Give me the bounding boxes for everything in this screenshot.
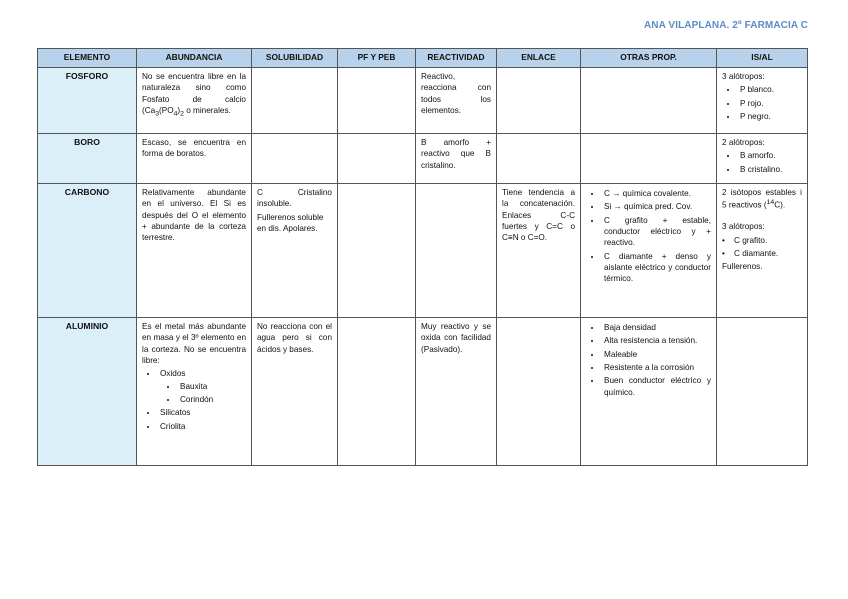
is-al-cell: [717, 184, 808, 318]
bond-cell: [497, 68, 581, 134]
element-name: CARBONO: [38, 184, 137, 318]
solubility-cell: [252, 68, 338, 134]
abundance-cell: Escaso, se encuentra en forma de boratos.: [137, 134, 252, 184]
abundance-cell: [137, 318, 252, 466]
pf-peb-cell: [338, 184, 416, 318]
allotropes-list: [722, 150, 802, 175]
is-al-cell: [717, 68, 808, 134]
is-al-cell: [717, 318, 808, 466]
solubility-cell: No reacciona con el agua pero si con ácidos y bases.: [252, 318, 338, 466]
bond-cell: [497, 318, 581, 466]
bond-cell: Tiene tendencia a la concatenación. Enlaces C-C fuertes y C=C o C≡N o C=O.: [497, 184, 581, 318]
list-item: • B cristalino.: [738, 164, 802, 175]
solubility-line: Fullerenos soluble en dis. Apolares.: [257, 212, 324, 233]
other-props-cell: [581, 68, 717, 134]
element-name: ALUMINIO: [38, 318, 137, 466]
allotropes-intro: 2 alótropos:: [722, 138, 765, 147]
element-name: FOSFORO: [38, 68, 137, 134]
list-item: • C diamante.: [722, 248, 802, 259]
col-header-elemento: ELEMENTO: [38, 49, 137, 68]
solubility-line: C Cristalino insoluble.: [257, 188, 332, 209]
reactivity-cell: Muy reactivo y se oxida con facilidad (Pasivado).: [416, 318, 497, 466]
col-header-reactividad: REACTIVIDAD: [416, 49, 497, 68]
pf-peb-cell: [338, 134, 416, 184]
list-item: • C diamante + denso y aislante eléctrico y conductor térmico.: [602, 251, 711, 285]
reactivity-cell: [416, 184, 497, 318]
oxides-sublist: [160, 381, 246, 406]
table-row-boro: [38, 134, 808, 184]
bond-cell: [497, 134, 581, 184]
col-header-solubilidad: SOLUBILIDAD: [252, 49, 338, 68]
list-item: • C → química covalente.: [602, 188, 711, 199]
list-item: • P blanco.: [738, 84, 802, 95]
properties-table: [37, 48, 808, 466]
allotropes-intro: 3 alótropos:: [722, 222, 765, 232]
col-header-pf-peb: PF Y PEB: [338, 49, 416, 68]
list-item: • B amorfo.: [738, 150, 802, 161]
other-props-cell: [581, 318, 717, 466]
header-row: [38, 49, 808, 68]
list-item: • Baja densidad: [602, 322, 711, 333]
col-header-abundancia: ABUNDANCIA: [137, 49, 252, 68]
list-item: • Resistente a la corrosión: [602, 362, 711, 373]
list-item: • C grafito.: [722, 235, 802, 246]
abundance-cell: No se encuentra libre en la naturaleza sino como Fosfato de calcio ($Ca_3(PO_4)_2$ o minerales.: [137, 68, 252, 134]
fullerenes-text: Fullerenos.: [722, 262, 763, 272]
pf-peb-cell: [338, 68, 416, 134]
other-props-cell: [581, 184, 717, 318]
allotropes-intro: 3 alótropos:: [722, 72, 765, 81]
table-row-carbono: [38, 184, 808, 318]
list-item: • Buen conductor eléctrico y químico.: [602, 375, 711, 398]
list-item: • C grafito + estable, conductor eléctrico y + reactivo.: [602, 215, 711, 249]
list-item: • P rojo.: [738, 98, 802, 109]
list-item: • Alta resistencia a tensión.: [602, 335, 711, 346]
abundance-text: Es el metal más abundante en masa y el 3º elemento en la corteza. No se encuentra libre:: [142, 322, 246, 365]
other-props-list: [586, 188, 711, 285]
element-name: BORO: [38, 134, 137, 184]
pf-peb-cell: [338, 318, 416, 466]
list-item: • P negro.: [738, 111, 802, 122]
col-header-is-al: IS/AL: [717, 49, 808, 68]
list-item: • Bauxita: [178, 381, 246, 392]
minerals-list: [142, 368, 246, 432]
isotopes-text: 2 isótopos estables i 5 reactivos ($^{14}$C).: [722, 188, 802, 211]
list-item: • Si → química pred. Cov.: [602, 201, 711, 212]
col-header-otras-prop: OTRAS PROP.: [581, 49, 717, 68]
abundance-cell: Relativamente abundante en el universo. El Si es después del O el elemento + abundante de la corteza terrestre.: [137, 184, 252, 318]
solubility-cell: [252, 134, 338, 184]
list-item: • Oxidos • Bauxita • Corindón: [158, 368, 246, 405]
reactivity-cell: Reactivo, reacciona con todos los elementos.: [416, 68, 497, 134]
table-row-fosforo: [38, 68, 808, 134]
table-row-aluminio: [38, 318, 808, 466]
solubility-cell: [252, 184, 338, 318]
list-item: • Corindón: [178, 394, 246, 405]
col-header-enlace: ENLACE: [497, 49, 581, 68]
list-item: • Criolita: [158, 421, 246, 432]
list-item: • Maleable: [602, 349, 711, 360]
document-header: ANA VILAPLANA. 2º FARMACIA C: [643, 20, 808, 31]
allotropes-list: [722, 84, 802, 122]
other-props-list: [586, 322, 711, 398]
is-al-cell: [717, 134, 808, 184]
list-item: • Silicatos: [158, 407, 246, 418]
reactivity-cell: B amorfo + reactivo que B cristalino.: [416, 134, 497, 184]
other-props-cell: [581, 134, 717, 184]
